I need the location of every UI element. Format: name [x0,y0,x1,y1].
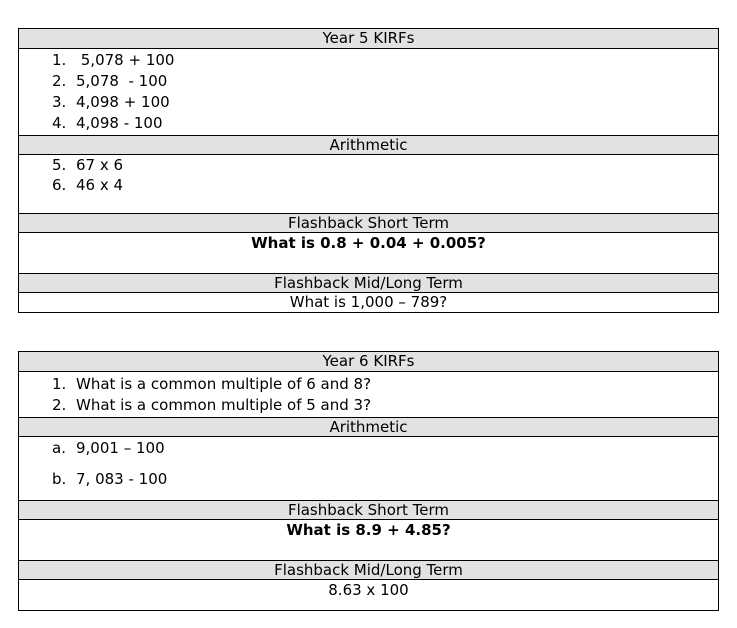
year5-arithmetic-section [19,155,718,213]
list-item: 2. 5,078 - 100 [52,72,168,90]
list-item: 6. 46 x 4 [52,176,124,194]
year6-arithmetic-title: Arithmetic [19,417,718,437]
year5-long-term-section [19,293,718,311]
year5-long-term-question: What is 1,000 – 789? [289,293,448,311]
list-item: 3. 4,098 + 100 [52,93,170,111]
year6-long-term-question: 8.63 x 100 [328,581,409,599]
year6-arithmetic-section [19,437,718,500]
list-item: a. 9,001 – 100 [52,439,165,457]
list-item: b. 7, 083 - 100 [52,470,168,488]
list-item: 1. What is a common multiple of 6 and 8? [52,375,372,393]
year6-title: Year 6 KIRFs [19,352,718,372]
year5-kirfs-section [19,49,718,135]
year5-title: Year 5 KIRFs [19,29,718,49]
list-item: 4. 4,098 - 100 [52,114,163,132]
list-item: 5. 67 x 6 [52,156,124,174]
year6-short-term-question: What is 8.9 + 4.85? [286,521,451,539]
year5-table [18,28,719,313]
year6-short-term-section [19,520,718,560]
year5-arithmetic-title: Arithmetic [19,135,718,155]
list-item: 1. 5,078 + 100 [52,51,175,69]
year6-long-term-title: Flashback Mid/Long Term [19,560,718,580]
year6-table [18,351,719,611]
year5-short-term-title: Flashback Short Term [19,213,718,233]
year6-kirfs-section [19,372,718,417]
year5-short-term-section [19,233,718,273]
list-item: 2. What is a common multiple of 5 and 3? [52,396,372,414]
year5-short-term-question: What is 0.8 + 0.04 + 0.005? [251,234,486,252]
year5-long-term-title: Flashback Mid/Long Term [19,273,718,293]
year6-long-term-section [19,580,718,608]
year6-short-term-title: Flashback Short Term [19,500,718,520]
